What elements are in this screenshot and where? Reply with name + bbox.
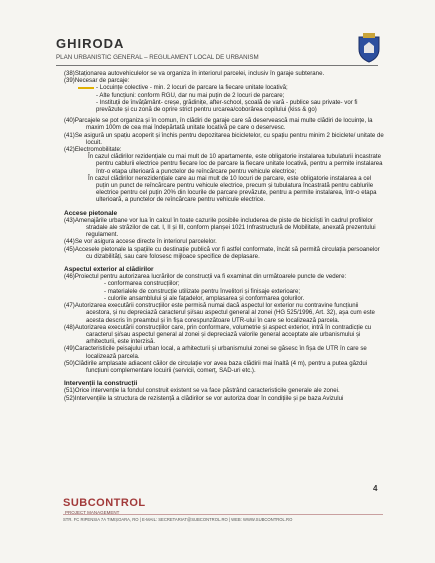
- coat-of-arms-icon: [356, 33, 382, 63]
- paragraph-38: (38)Staționarea autovehiculelor se va organiza în interiorul parcelei, inclusiv în garaje subterane.: [64, 70, 325, 77]
- header-divider: [56, 65, 378, 66]
- parking-item-schools: - Instituții de învățământ- creșe, grădinițe, after-school, școală de vară - publice sau private- vor fi prevăzute și cu zonă de oprire strict pentru urcarea/coborârea copilului (kiss & go): [96, 98, 358, 114]
- company-tagline: PROJECT MANAGEMENT: [65, 510, 120, 515]
- paragraph-43: (43)Amenajările urbane vor lua în calcul în toate cazurile posibile includerea de piste de bicicliști în cadrul profilelor stradale ale străzilor de cat. I, II și III, conform planșei 1021 Infrastructură de Mobilitate, anexată prezentului regulament.: [64, 216, 376, 239]
- paragraph-51: (51)Orice intervenție la fondul construit existent se va face păstrând caracteristicile generale ale zonei.: [64, 387, 340, 395]
- paragraph-39: (39)Necesar de parcaje:: [64, 77, 130, 85]
- paragraph-52: (52)Intervențiile la structura de rezistență a clădirilor se vor autoriza doar în condițiile și pe baza Avizului: [64, 394, 344, 402]
- paragraph-50: (50)Clădirile amplasate adiacent căilor de circulație vor avea baza clădirii mai înaltă (4 m), pentru a putea găzdui funcțiuni complementare locuirii (servicii, comerț, SAD-uri etc.).: [64, 359, 368, 374]
- page-number: 4: [373, 484, 378, 493]
- document-subtitle: PLAN URBANISTIC GENERAL – REGULAMENT LOCAL DE URBANISM: [56, 54, 259, 61]
- paragraph-41: (41)Se asigură un spațiu acoperit și închis pentru depozitarea bicicletelor, cu spațiu pentru minim 2 biciclete/ unitate de locuit.: [64, 131, 384, 146]
- paragraph-48: (48)Autorizarea executării construcțiilor care, prin conformare, volumetrie și aspect exterior, intră în contradicție cu caracterul și/sau aspectul general al zonei și depreciază valorile general acceptate ale urbanismului și arhitecturii, este interzisă.: [64, 323, 372, 346]
- document-title: GHIRODA: [56, 36, 125, 51]
- paragraph-46: (46)Proiectul pentru autorizarea lucrărilor de construcții va fi examinat din următoarele puncte de vedere:: [64, 273, 347, 281]
- highlight-mark: [78, 87, 94, 89]
- paragraph-49: (49)Caracteristicile peisajului urban local, a arhitecturii și urbanismului zonei se găsesc în fișa de UTR în care se localizează parcela.: [64, 345, 367, 360]
- document-body: [64, 70, 384, 402]
- document-header: [56, 36, 376, 61]
- parking-item-housing: [64, 84, 384, 91]
- section-heading-pedestrian-access: Accese pietonale: [64, 209, 118, 217]
- section-heading-exterior-aspect: Aspectul exterior al clădirilor: [64, 266, 154, 274]
- company-logo: SUBCONTROL: [63, 497, 146, 509]
- review-item-colors: - culorile ansamblului și ale fațadelor, amplasarea și conformarea golurilor.: [104, 294, 305, 302]
- paragraph-45: (45)Accesele pietonale la spațiile cu destinație publică vor fi astfel conformate, încât să permită circulația persoanelor cu dizabilități, sau care folosesc mijloace specifice de deplasare.: [64, 245, 380, 260]
- parking-item-other: - Alte funcțiuni: conform RGU, dar nu mai puțin de 2 locuri de parcare;: [96, 91, 285, 99]
- ev-item-nonresidential: În cazul clădirilor nerezidențiale care au mai mult de 10 locuri de parcare, este obligatorie instalarea a cel puțin un punct de reîncărcare pentru vehicule electrice, precum și tubulatura încastrată pentru cablurile electrice pentru cel puțin 20% din locurile de parcare prevăzute, pentru a permite instalarea, într-o etapa ulterioară, a punctelor de reîncărcare pentru vehicule electrice.: [88, 174, 377, 204]
- paragraph-42: (42)Electromobilitate:: [64, 146, 122, 154]
- parking-item-housing-text: - Locuințe colective - min. 2 locuri de parcare la fiecare unitate locativă;: [96, 84, 288, 92]
- section-heading-interventions: Intervenții la construcții: [64, 380, 138, 388]
- review-item-conformation: - conformarea construcțiilor;: [104, 280, 180, 288]
- paragraph-47: (47)Autorizarea executării construcțiilor este permisă numai dacă aspectul lor exterior nu contravine funcțiunii acestora, și nu depreciază caracterul și/sau aspectul general al zonei (HG 525/1996, Art. 32), așa cum este acesta descris în preambul și în fișa corespunzătoare UTR-ului în care se localizează parcela.: [64, 302, 375, 324]
- paragraph-44: (44)Se vor asigura accese directe în interiorul parcelelor.: [64, 238, 217, 246]
- review-item-materials: - materialele de construcție utilizate pentru învelitori și finisaje exterioare;: [104, 287, 301, 295]
- footer-divider: [63, 514, 383, 515]
- paragraph-40: (40)Parcajele se pot organiza și în comun, în clădiri de garaje care să deservească mai multe clădiri de locuințe, la maxim 100m de cea mai îndepărtată unitate locativă pe care o deservesc.: [64, 117, 373, 132]
- ev-item-residential: În cazul clădirilor rezidențiale cu mai mult de 10 apartamente, este obligatorie instalarea tubulaturii incastrate pentru cablurii electrice pentru fiecare loc de parcare la fiecare unitate locativă, pentru a permite instalarea într-o etapa ulterioară a punctelor de reîncărcare pentru vehicule electrice;: [88, 153, 383, 175]
- footer-address: STR. FC RIPENSIA 7A TIMIȘOARA, RO | E-MAIL: SECRETARIAT@SUBCONTROL.RO | WEB: WWW.SUBCONTROL.RO: [63, 517, 293, 522]
